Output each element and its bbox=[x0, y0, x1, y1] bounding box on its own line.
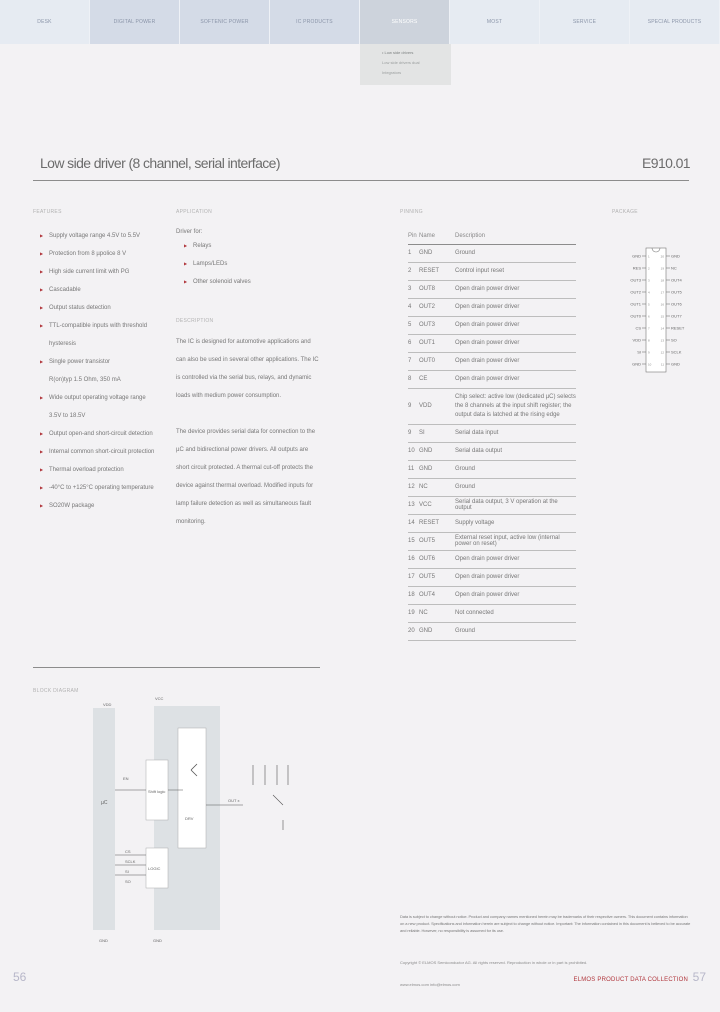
package-pin-number: 5 bbox=[648, 302, 650, 307]
ground-symbol bbox=[273, 795, 283, 830]
pin-name-cell: OUT5 bbox=[419, 532, 455, 550]
package-pin-number: 19 bbox=[660, 266, 664, 271]
nav-item-most[interactable]: MOST bbox=[450, 0, 540, 44]
package-pin-label: OUT5 bbox=[671, 289, 682, 295]
package-pin-label: VDD bbox=[632, 337, 641, 343]
pinning-table bbox=[408, 228, 576, 641]
feature-item: ▶ -40°C to +125°C operating temperature bbox=[40, 479, 168, 497]
pin-name-cell: NC bbox=[419, 478, 455, 496]
pin-name-cell: OUT6 bbox=[419, 550, 455, 568]
pin-name-cell: VCC bbox=[419, 496, 455, 514]
application-label: APPLICATION bbox=[176, 209, 212, 215]
package-pin-label: GND bbox=[632, 253, 641, 259]
pin-name-cell: RESET bbox=[419, 262, 455, 280]
pin-number-cell: 20 bbox=[408, 622, 419, 640]
subnav-item-low-side-drivers-dual[interactable]: Low side drivers dual bbox=[382, 60, 420, 65]
pin-description-cell: Ground bbox=[455, 478, 576, 496]
block-diagram-label: BLOCK DIAGRAM bbox=[33, 688, 79, 694]
column-header-pin: Pin bbox=[408, 228, 419, 244]
feature-text-cont: R(on)typ 1.5 Ohm, 350 mA bbox=[49, 377, 121, 383]
package-pin-label: OUT6 bbox=[671, 301, 682, 307]
pin-name-cell: OUT4 bbox=[419, 586, 455, 604]
nav-item-service[interactable]: SERVICE bbox=[540, 0, 630, 44]
package-pin-label: OUT0 bbox=[630, 313, 641, 319]
package-pin-label: SCLK bbox=[671, 349, 682, 355]
table-row bbox=[408, 388, 576, 424]
pinning-label: PINNING bbox=[400, 209, 423, 215]
page-number-right: 57 bbox=[692, 970, 706, 984]
package-pin-label: GND bbox=[632, 361, 641, 367]
feature-item: ▶ High side current limit with PG bbox=[40, 263, 168, 281]
package-pin-number: 1 bbox=[648, 254, 650, 259]
pin-name-cell: OUT0 bbox=[419, 352, 455, 370]
description-paragraph: The device provides serial data for connection to the µC and bidirectional power drivers. All outputs are short circuit protected. A thermal cut-off protects the device against thermal overload. Modified inputs for lamp failure detection as well as simultaneous fault monitoring. bbox=[176, 429, 316, 525]
package-pin-number: 14 bbox=[660, 326, 664, 331]
package-pin-number: 20 bbox=[660, 254, 664, 259]
nav-item-desk[interactable]: DESK bbox=[0, 0, 90, 44]
pin-description-cell: Supply voltage bbox=[455, 514, 576, 532]
table-row bbox=[408, 244, 576, 262]
table-row bbox=[408, 442, 576, 460]
feature-text: Single power transistor bbox=[49, 359, 111, 365]
package-pin-number: 17 bbox=[660, 290, 664, 295]
table-row bbox=[408, 370, 576, 388]
driver-block bbox=[178, 728, 206, 848]
pin-number-cell: 6 bbox=[408, 334, 419, 352]
pin-description-cell: Ground bbox=[455, 244, 576, 262]
pin-name-cell: RESET bbox=[419, 514, 455, 532]
part-number: E910.01 bbox=[642, 155, 690, 171]
pin-name-cell: OUT1 bbox=[419, 334, 455, 352]
top-navigation bbox=[0, 0, 720, 44]
pin-number-cell: 11 bbox=[408, 460, 419, 478]
table-row bbox=[408, 352, 576, 370]
feature-item: ▶ Thermal overload protection bbox=[40, 461, 168, 479]
package-pin-number: 11 bbox=[660, 362, 664, 367]
package-pin-label: OUT4 bbox=[671, 277, 682, 283]
pin-number-cell: 4 bbox=[408, 298, 419, 316]
feature-item: ▶ Cascadable bbox=[40, 281, 168, 299]
application-item: ▶ Other solenoid valves bbox=[176, 273, 251, 291]
uc-block bbox=[93, 708, 115, 930]
table-row bbox=[408, 478, 576, 496]
pin-description-cell: Not connected bbox=[455, 604, 576, 622]
pinning-table-body bbox=[408, 244, 576, 640]
feature-text-cont: 3.5V to 18.5V bbox=[49, 413, 86, 419]
pin-description-cell: Open drain power driver bbox=[455, 334, 576, 352]
package-pin-number: 9 bbox=[648, 350, 650, 355]
drv-label: DRV bbox=[185, 816, 194, 821]
nav-item-sensors[interactable]: SENSORS bbox=[360, 0, 450, 44]
pin-number-cell: 14 bbox=[408, 514, 419, 532]
table-row bbox=[408, 532, 576, 550]
enable-label: EN bbox=[123, 776, 129, 781]
pin-number-cell: 10 bbox=[408, 442, 419, 460]
package-pin-number: 3 bbox=[648, 278, 650, 283]
logic-label: LOGIC bbox=[148, 866, 161, 871]
pin-description-cell: Open drain power driver bbox=[455, 280, 576, 298]
feature-text: TTL-compatible inputs with threshold bbox=[49, 323, 148, 329]
pin-description-cell: Open drain power driver bbox=[455, 352, 576, 370]
table-row bbox=[408, 514, 576, 532]
sclk-label: SCLK bbox=[125, 859, 136, 864]
pin-name-cell: CE bbox=[419, 370, 455, 388]
package-label: PACKAGE bbox=[612, 209, 638, 215]
load-symbols bbox=[253, 765, 288, 785]
pin-name-cell: OUT2 bbox=[419, 298, 455, 316]
feature-item: ▶ SO20W package bbox=[40, 497, 168, 515]
pin-number-cell: 13 bbox=[408, 496, 419, 514]
application-list bbox=[176, 227, 251, 291]
feature-item: ▶ Protection from 8 µpolice 8 V bbox=[40, 245, 168, 263]
feature-text-cont: hysteresis bbox=[49, 341, 77, 347]
subnav-item-integrators[interactable]: Integrators bbox=[382, 70, 402, 75]
description-paragraph: The IC is designed for automotive applications and can also be used in several other applications. The IC is controlled via the serial bus, relays, and dynamic loads with medium power consumption. bbox=[176, 339, 319, 399]
package-pin-number: 8 bbox=[648, 338, 650, 343]
pin-name-cell: GND bbox=[419, 244, 455, 262]
pin-description-cell: External reset input, active low (internal power on reset) bbox=[455, 532, 576, 550]
pin-description-cell: Ground bbox=[455, 460, 576, 478]
pin-name-cell: SI bbox=[419, 424, 455, 442]
feature-item bbox=[40, 389, 168, 425]
package-pin-label: RESET bbox=[671, 325, 685, 331]
pin-name-cell: VDD bbox=[419, 388, 455, 424]
feature-item bbox=[40, 353, 168, 389]
package-pin-label: NC bbox=[671, 265, 677, 271]
table-row bbox=[408, 496, 576, 514]
pin-description-cell: Serial data output bbox=[455, 442, 576, 460]
package-pin-number: 18 bbox=[660, 278, 664, 283]
gnd-label-ic: GND bbox=[153, 938, 162, 943]
pin-description-cell: Open drain power driver bbox=[455, 550, 576, 568]
description-label: DESCRIPTION bbox=[176, 318, 214, 324]
pin-description-cell: Serial data output, 3 V operation at the output bbox=[455, 496, 576, 514]
pin-number-cell: 7 bbox=[408, 352, 419, 370]
feature-text: Wide output operating voltage range bbox=[49, 395, 146, 401]
pin-description-cell: Open drain power driver bbox=[455, 316, 576, 334]
nav-item-digital-power[interactable]: DIGITAL POWER bbox=[90, 0, 180, 44]
page-number-left: 56 bbox=[13, 970, 27, 984]
pin-name-cell: GND bbox=[419, 442, 455, 460]
pin-number-cell: 9 bbox=[408, 424, 419, 442]
pin-number-cell: 5 bbox=[408, 316, 419, 334]
application-head: Driver for: bbox=[176, 229, 203, 235]
pin-description-cell: Serial data input bbox=[455, 424, 576, 442]
nav-item-special-products[interactable]: SPECIAL PRODUCTS bbox=[630, 0, 720, 44]
table-row bbox=[408, 460, 576, 478]
section-divider bbox=[33, 667, 320, 668]
package-pin-number: 6 bbox=[648, 314, 650, 319]
subnav-item-low-side-drivers[interactable]: • Low side drivers bbox=[382, 50, 414, 55]
table-row bbox=[408, 586, 576, 604]
description-text bbox=[176, 333, 322, 549]
pin-number-cell: 12 bbox=[408, 478, 419, 496]
table-row bbox=[408, 550, 576, 568]
page-title: Low side driver (8 channel, serial interface) bbox=[40, 155, 280, 171]
pin-description-cell: Open drain power driver bbox=[455, 568, 576, 586]
package-pin-number: 15 bbox=[660, 314, 664, 319]
pin-number-cell: 9 bbox=[408, 388, 419, 424]
package-pin-number: 7 bbox=[648, 326, 650, 331]
package-pin-number: 2 bbox=[648, 266, 650, 271]
table-row bbox=[408, 280, 576, 298]
package-pin-label: GND bbox=[671, 361, 680, 367]
pin-name-cell: GND bbox=[419, 460, 455, 478]
pin-description-cell: Ground bbox=[455, 622, 576, 640]
sub-navigation bbox=[360, 44, 451, 85]
copyright-text: Copyright © ELMOS Semiconductor AG. All rights reserved. Reproduction in whole or in part is prohibited. bbox=[400, 960, 588, 965]
pin-number-cell: 15 bbox=[408, 532, 419, 550]
nav-item-softenic-power[interactable]: SOFTENIC POWER bbox=[180, 0, 270, 44]
package-pin-label: GND bbox=[671, 253, 680, 259]
out-label: OUT x bbox=[228, 798, 240, 803]
package-diagram bbox=[626, 246, 686, 376]
table-row bbox=[408, 568, 576, 586]
pin-number-cell: 2 bbox=[408, 262, 419, 280]
pin-number-cell: 16 bbox=[408, 550, 419, 568]
pin-number-cell: 1 bbox=[408, 244, 419, 262]
package-pin-number: 16 bbox=[660, 302, 664, 307]
package-pin-number: 10 bbox=[648, 362, 652, 367]
pin-description-cell: Chip select: active low (dedicated µC) selects the 8 channels at the input shift register; the output data is latched at the rising edge bbox=[455, 388, 576, 424]
package-pin-label: OUT2 bbox=[630, 289, 641, 295]
feature-item: ▶ Output status detection bbox=[40, 299, 168, 317]
pin-name-cell: OUT5 bbox=[419, 568, 455, 586]
table-row bbox=[408, 622, 576, 640]
package-pin-label: CS bbox=[635, 325, 641, 331]
title-divider bbox=[33, 180, 689, 181]
table-row bbox=[408, 262, 576, 280]
feature-item: ▶ Internal common short-circuit protection bbox=[40, 443, 168, 461]
cs-label: CS bbox=[125, 849, 131, 854]
package-pin-label: SI bbox=[637, 349, 641, 355]
table-row bbox=[408, 298, 576, 316]
table-row bbox=[408, 424, 576, 442]
pin-description-cell: Control input reset bbox=[455, 262, 576, 280]
package-pin-number: 12 bbox=[660, 350, 664, 355]
pin-name-cell: OUT8 bbox=[419, 280, 455, 298]
features-label: FEATURES bbox=[33, 209, 62, 215]
column-header-description: Description bbox=[455, 228, 576, 244]
footer-brand: ELMOS PRODUCT DATA COLLECTION bbox=[573, 977, 688, 983]
footer-url[interactable]: www.elmos.com info@elmos.com bbox=[400, 982, 460, 987]
disclaimer-text: Data is subject to change without notice. Product and company names mentioned herein may be trademarks of their respective owners. This document contains information on a new product. Specifications and information herein are subject to change without notice. Important: The information contained in this document is believed to be accurate and reliable. However, no responsibility is assumed for its use. bbox=[400, 914, 691, 933]
feature-item bbox=[40, 317, 168, 353]
pin-number-cell: 3 bbox=[408, 280, 419, 298]
feature-item: ▶ Output open-and short-circuit detection bbox=[40, 425, 168, 443]
pin-number-cell: 17 bbox=[408, 568, 419, 586]
package-pin-label: OUT3 bbox=[630, 277, 641, 283]
pin-description-cell: Open drain power driver bbox=[455, 586, 576, 604]
features-list bbox=[40, 227, 168, 515]
feature-item: ▶ Supply voltage range 4.5V to 5.5V bbox=[40, 227, 168, 245]
gnd-label-uc: GND bbox=[99, 938, 108, 943]
application-item: ▶ Lamps/LEDs bbox=[176, 255, 251, 273]
table-header-row bbox=[408, 228, 576, 244]
pin-number-cell: 19 bbox=[408, 604, 419, 622]
pin-name-cell: GND bbox=[419, 622, 455, 640]
nav-item-ic-products[interactable]: IC PRODUCTS bbox=[270, 0, 360, 44]
package-pin-number: 13 bbox=[660, 338, 664, 343]
uc-label: µC bbox=[101, 800, 108, 806]
package-pin-label: OUT7 bbox=[671, 313, 682, 319]
pin-description-cell: Open drain power driver bbox=[455, 370, 576, 388]
so-label: SO bbox=[125, 879, 131, 884]
pin-number-cell: 8 bbox=[408, 370, 419, 388]
si-label: SI bbox=[125, 869, 129, 874]
shift-label: Shift logic bbox=[148, 789, 166, 794]
vdd-label: VDD bbox=[103, 702, 112, 707]
package-pin-label: RES bbox=[632, 265, 641, 271]
table-row bbox=[408, 316, 576, 334]
column-header-name: Name bbox=[419, 228, 455, 244]
table-row bbox=[408, 604, 576, 622]
pin-name-cell: NC bbox=[419, 604, 455, 622]
package-pin-number: 4 bbox=[648, 290, 650, 295]
pin-description-cell: Open drain power driver bbox=[455, 298, 576, 316]
pin-name-cell: OUT3 bbox=[419, 316, 455, 334]
table-row bbox=[408, 334, 576, 352]
package-pin-label: SO bbox=[671, 337, 677, 343]
application-item: ▶ Relays bbox=[176, 237, 251, 255]
pin-number-cell: 18 bbox=[408, 586, 419, 604]
block-diagram bbox=[33, 680, 333, 945]
vcc-label: VCC bbox=[155, 696, 164, 701]
package-pin-label: OUT1 bbox=[630, 301, 641, 307]
